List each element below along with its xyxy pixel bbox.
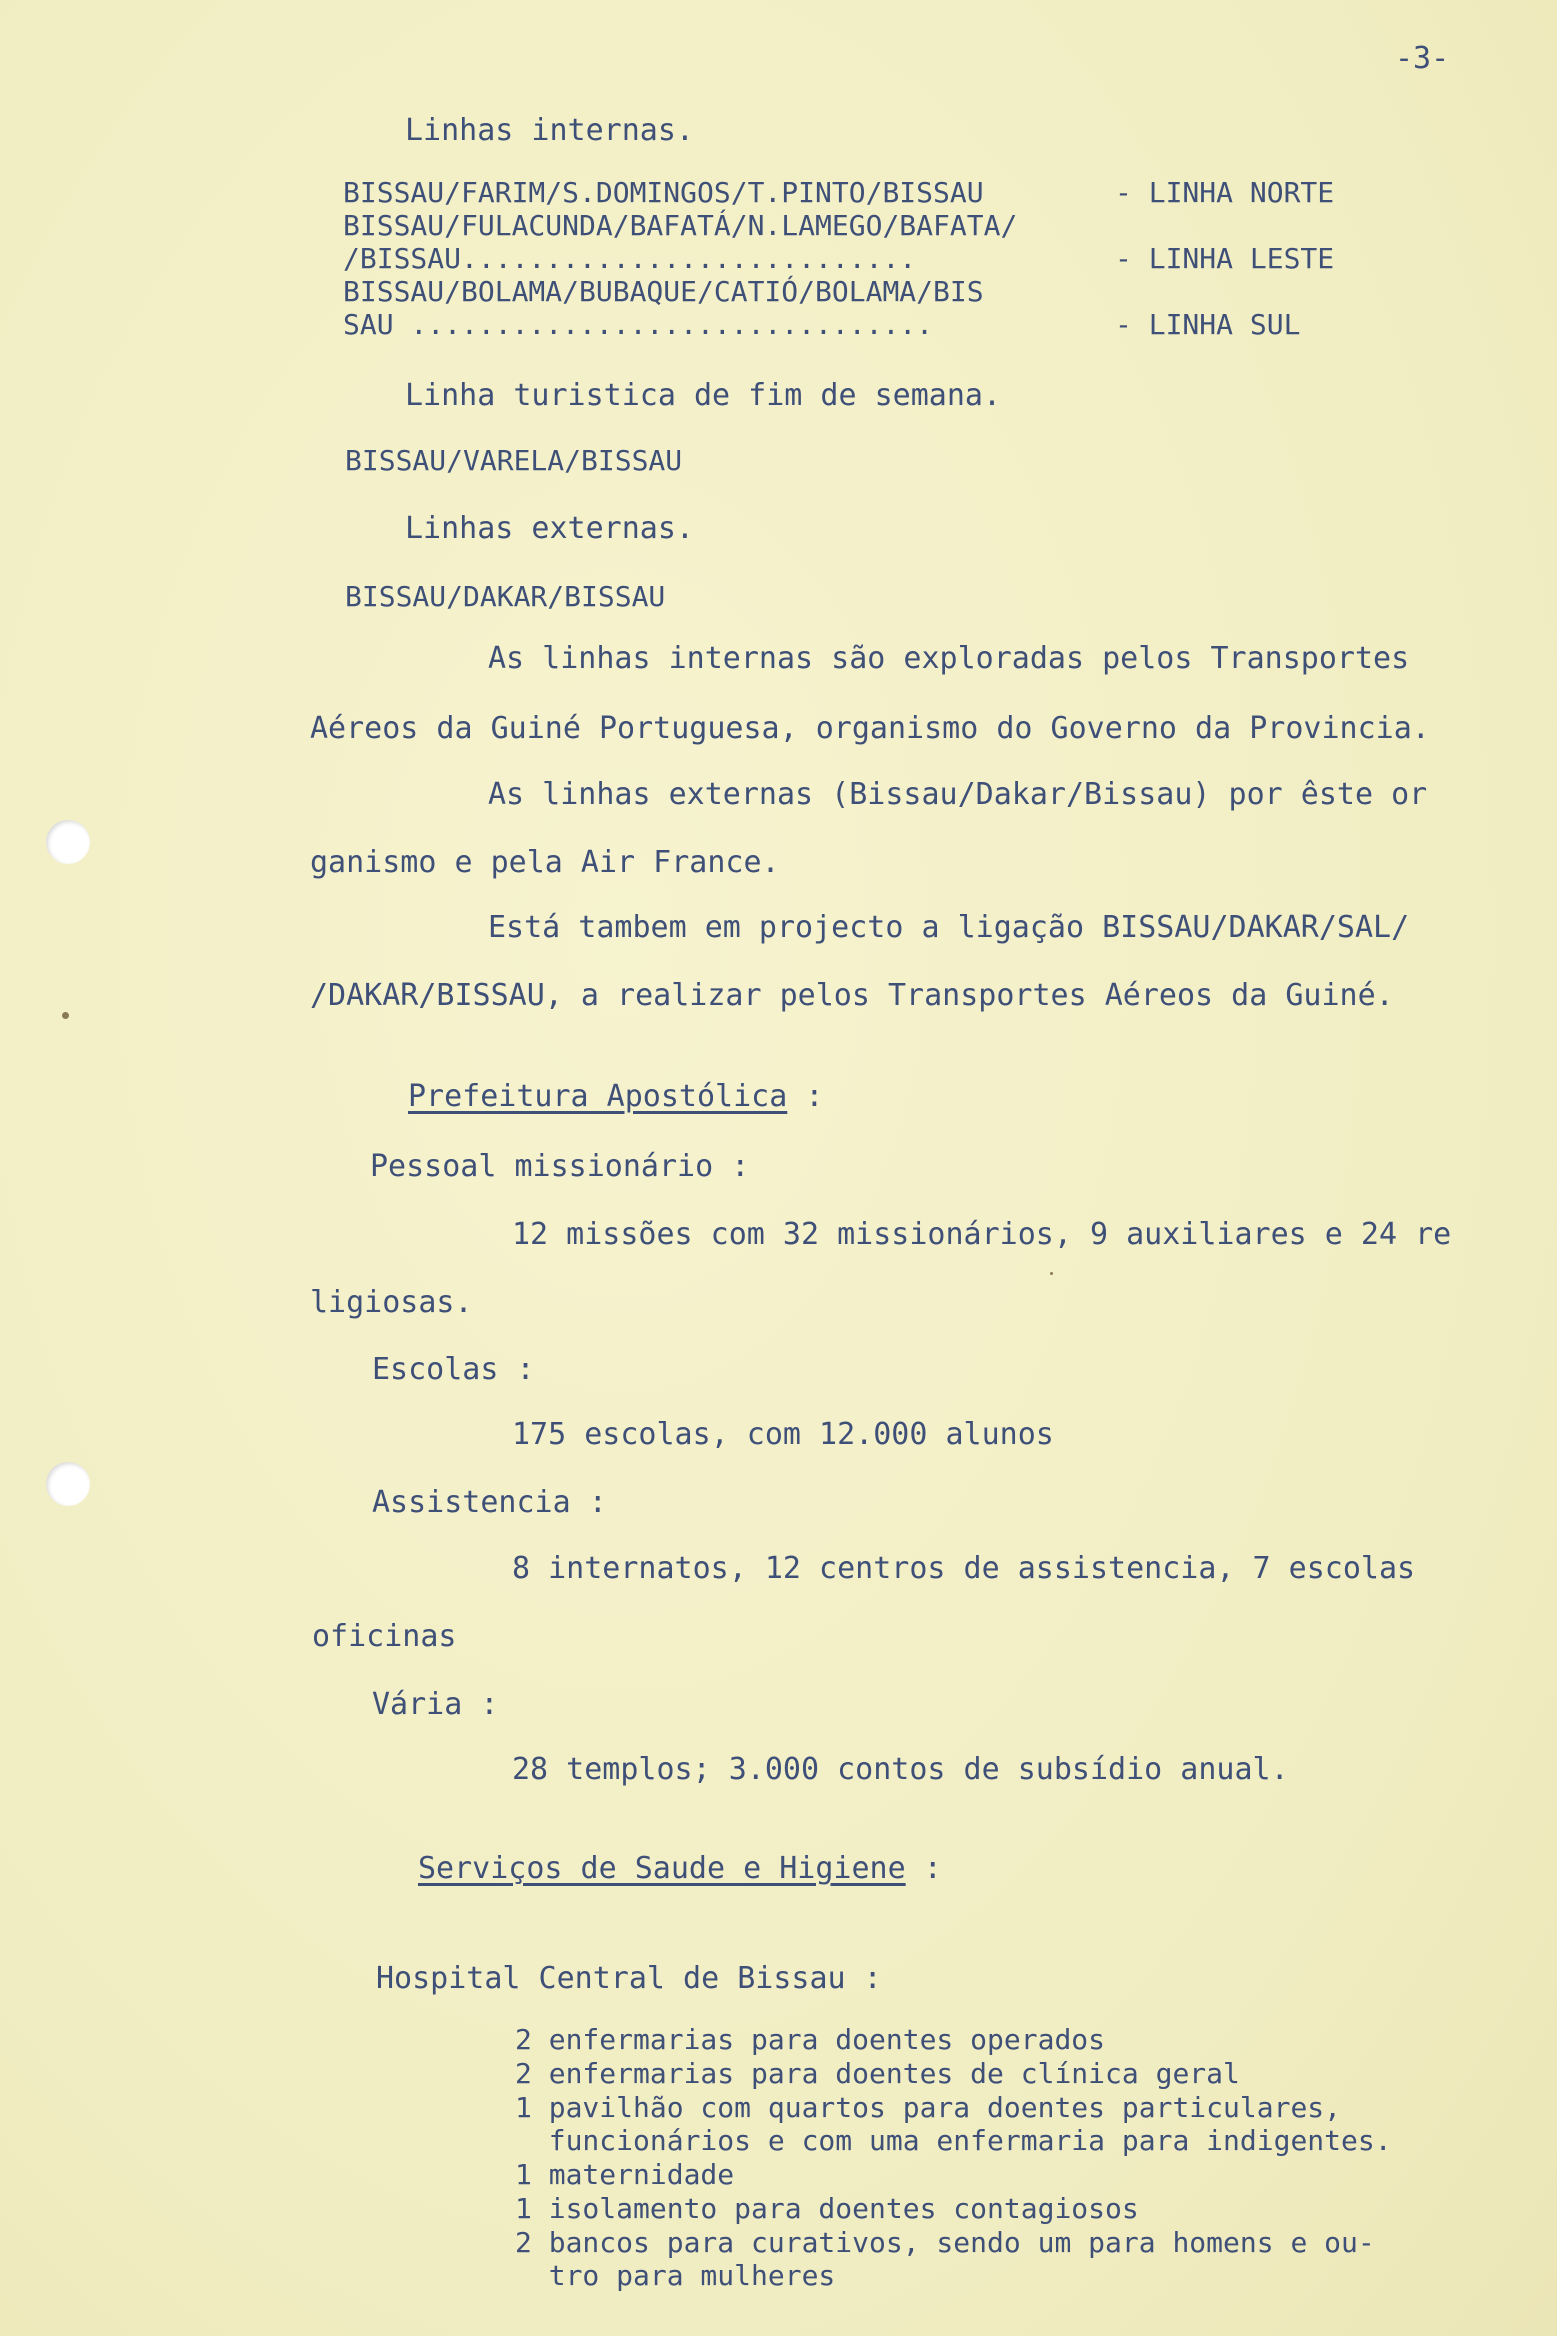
route-label: - LINHA SUL: [1115, 308, 1301, 341]
externas-route: BISSAU/DAKAR/BISSAU: [345, 580, 666, 613]
paragraph-line: Aéreos da Guiné Portuguesa, organismo do Governo da Provincia.: [310, 711, 1430, 746]
route-label: - LINHA NORTE: [1115, 176, 1335, 209]
list-item: funcionários e com uma enfermaria para indigentes.: [515, 2124, 1392, 2157]
paragraph-line: ganismo e pela Air France.: [310, 845, 780, 880]
route-row: BISSAU/FULACUNDA/BAFATÁ/N.LAMEGO/BAFATA/: [343, 209, 1018, 242]
externas-heading: Linhas externas.: [405, 511, 694, 546]
paragraph-line: 12 missões com 32 missionários, 9 auxiliares e 24 re: [512, 1217, 1452, 1252]
heading-colon: :: [805, 1079, 824, 1114]
list-item: 2 enfermarias para doentes de clínica geral: [515, 2057, 1240, 2090]
paragraph-line: 28 templos; 3.000 contos de subsídio anual.: [512, 1752, 1289, 1787]
paragraph-line: Está tambem em projecto a ligação BISSAU/DAKAR/SAL/: [488, 910, 1410, 945]
paper-speck: [62, 1012, 69, 1019]
route-label: - LINHA LESTE: [1115, 242, 1335, 275]
linhas-internas-heading: Linhas internas.: [405, 113, 694, 148]
paragraph-line: As linhas internas são exploradas pelos Transportes: [488, 641, 1410, 676]
paragraph-line: /DAKAR/BISSAU, a realizar pelos Transportes Aéreos da Guiné.: [310, 978, 1394, 1013]
turistica-route: BISSAU/VARELA/BISSAU: [345, 444, 683, 477]
paragraph-line: 8 internatos, 12 centros de assistencia, 7 escolas: [512, 1551, 1416, 1586]
list-item: 1 isolamento para doentes contagiosos: [515, 2192, 1139, 2225]
paper-speck: [1050, 1272, 1053, 1275]
list-item: 1 pavilhão com quartos para doentes particulares,: [515, 2091, 1342, 2124]
list-item: 1 maternidade: [515, 2158, 735, 2191]
subheading-hospital: Hospital Central de Bissau :: [376, 1961, 882, 1996]
list-item: 2 enfermarias para doentes operados: [515, 2023, 1106, 2056]
subheading-pessoal: Pessoal missionário :: [370, 1149, 750, 1184]
route-row: BISSAU/BOLAMA/BUBAQUE/CATIÓ/BOLAMA/BIS: [343, 275, 984, 308]
section-heading-prefeitura: [408, 1080, 823, 1114]
section-heading-saude: [418, 1852, 942, 1886]
punch-hole-top: [46, 820, 90, 864]
paragraph-line: ligiosas.: [310, 1285, 473, 1320]
turistica-heading: Linha turistica de fim de semana.: [405, 378, 1002, 413]
subheading-varia: Vária :: [372, 1687, 499, 1722]
page-number: -3-: [1395, 41, 1450, 76]
prefeitura-title: Prefeitura Apostólica: [408, 1079, 788, 1114]
heading-colon: :: [923, 1851, 942, 1886]
paragraph-line: 175 escolas, com 12.000 alunos: [512, 1417, 1054, 1452]
subheading-escolas: Escolas :: [372, 1352, 535, 1387]
paragraph-line: As linhas externas (Bissau/Dakar/Bissau) por êste or: [488, 777, 1428, 812]
route-row: BISSAU/FARIM/S.DOMINGOS/T.PINTO/BISSAU: [343, 176, 984, 209]
route-row: /BISSAU...........................: [343, 242, 917, 275]
paragraph-line: oficinas: [312, 1619, 457, 1654]
list-item: tro para mulheres: [515, 2259, 836, 2292]
list-item: 2 bancos para curativos, sendo um para homens e ou-: [515, 2226, 1375, 2259]
route-row: SAU ...............................: [343, 308, 934, 341]
saude-title: Serviços de Saude e Higiene: [418, 1851, 906, 1886]
subheading-assistencia: Assistencia :: [372, 1485, 607, 1520]
punch-hole-bottom: [46, 1462, 90, 1506]
